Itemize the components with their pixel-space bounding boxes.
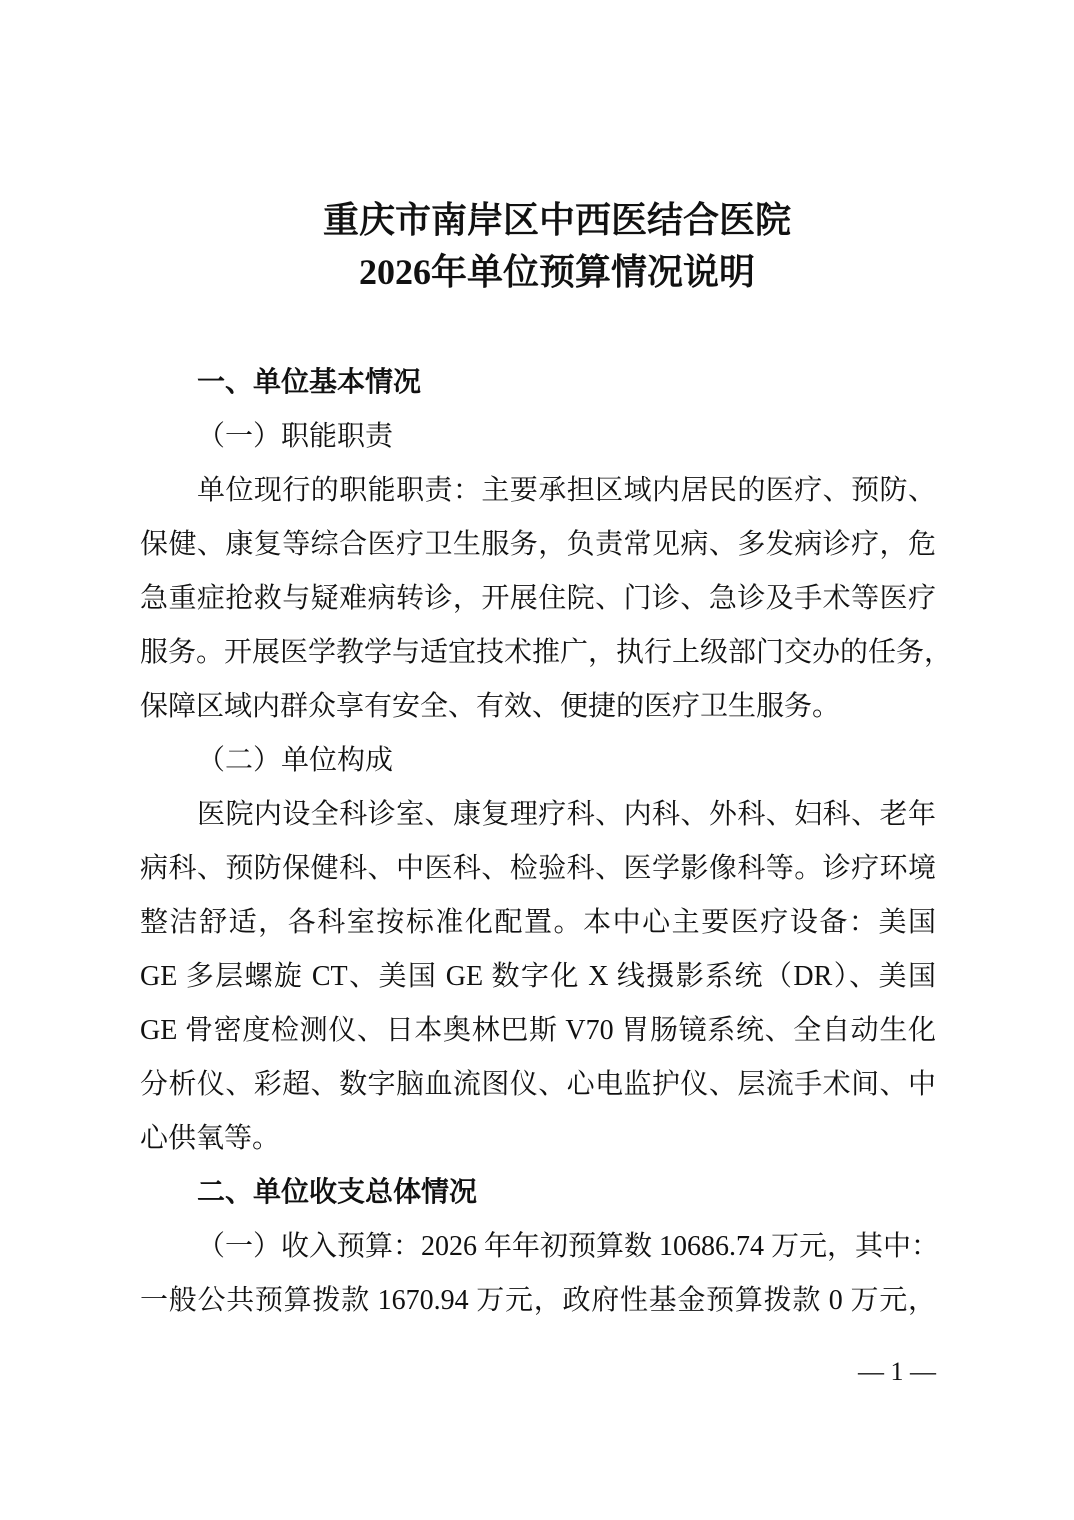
title-line-2: 2026年单位预算情况说明 [358, 252, 755, 292]
text-line: 一般公共预算拨款 1670.94 万元，政府性基金预算拨款 0 万元， [140, 1285, 936, 1316]
text-line: 保健、康复等综合医疗卫生服务，负责常见病、多发病诊疗，危 [140, 529, 936, 560]
text-line: GE 骨密度检测仪、日本奥林巴斯 V70 胃肠镜系统、全自动生化 [140, 1015, 936, 1046]
text-line: （一）收入预算：2026 年年初预算数 10686.74 万元，其中： [197, 1231, 940, 1262]
paragraph-income [140, 1220, 940, 1328]
title-line-1: 重庆市南岸区中西医结合医院 [322, 200, 791, 240]
subsection-heading: （一）职能职责 [197, 421, 394, 452]
text-line: 分析仪、彩超、数字脑血流图仪、心电监护仪、层流手术间、中 [140, 1069, 936, 1100]
document-body [140, 356, 953, 1328]
text-line: 心供氧等。 [140, 1123, 281, 1154]
paragraph-composition [140, 788, 936, 1166]
page-number: — 1 — [858, 1357, 936, 1386]
section-heading: 二、单位收支总体情况 [197, 1177, 478, 1208]
text-line: GE 多层螺旋 CT、美国 GE 数字化 X 线摄影系统（DR）、美国 [140, 961, 936, 992]
text-line: 保障区域内群众享有安全、有效、便捷的医疗卫生服务。 [140, 691, 841, 722]
text-line: 急重症抢救与疑难病转诊，开展住院、门诊、急诊及手术等医疗 [140, 583, 936, 614]
text-line: 病科、预防保健科、中医科、检验科、医学影像科等。诊疗环境 [140, 853, 936, 884]
text-line: 整洁舒适，各科室按标准化配置。本中心主要医疗设备：美国 [140, 907, 936, 938]
paragraph-duties [140, 464, 953, 734]
document-title [0, 194, 1074, 298]
text-line: 单位现行的职能职责：主要承担区域内居民的医疗、预防、 [197, 475, 936, 506]
subsection-heading: （二）单位构成 [197, 745, 394, 776]
text-line: 医院内设全科诊室、康复理疗科、内科、外科、妇科、老年 [197, 799, 936, 830]
section-heading: 一、单位基本情况 [197, 367, 422, 398]
text-line: 服务。开展医学教学与适宜技术推广，执行上级部门交办的任务， [140, 637, 953, 668]
